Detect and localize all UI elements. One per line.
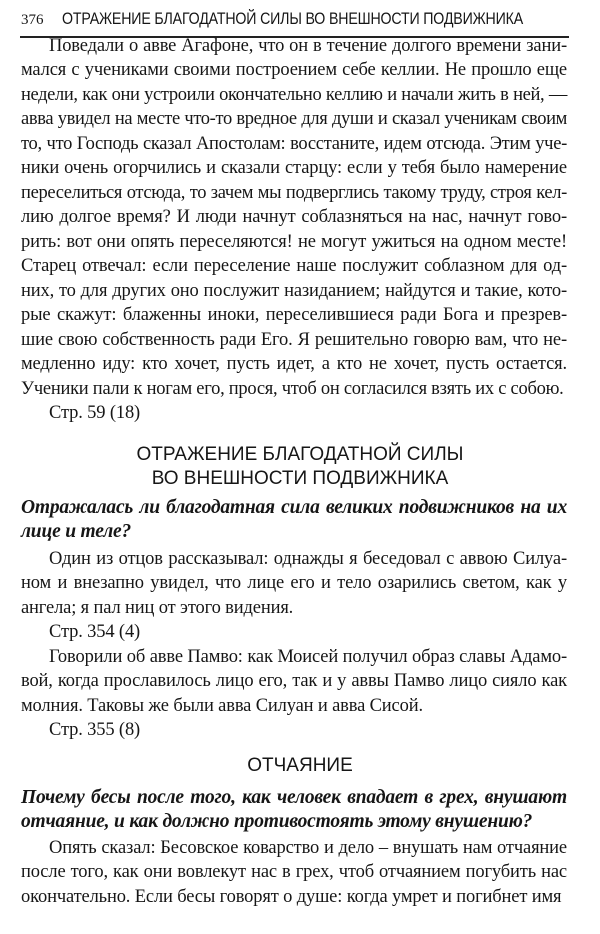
paragraph-line: [21, 305, 567, 328]
paragraph-line: [21, 647, 567, 670]
paragraph-line: [21, 232, 567, 255]
paragraph-line: [21, 549, 567, 572]
paragraph-line: [21, 671, 567, 694]
paragraph-line: [21, 573, 567, 596]
heading-line-text: ОТРАЖЕНИЕ БЛАГОДАТНОЙ СИЛЫ: [136, 443, 464, 465]
paragraph-line-text: молния. Таковы же были авва Силуан и авва Сисой.: [21, 695, 423, 716]
question-line: [21, 787, 567, 810]
paragraph-line: [21, 379, 567, 402]
paragraph-line-text: недели, как они устроили окончательно келлию и начали жить в ней, —: [21, 84, 567, 105]
reference-line-text: Стр. 354 (4): [49, 622, 141, 642]
paragraph-line-text: мался с учениками своими построением себе келлии. Не прошло еще: [21, 60, 567, 80]
paragraph-line: [21, 85, 567, 108]
page-number: 376: [21, 12, 44, 28]
running-title: ОТРАЖЕНИЕ БЛАГОДАТНОЙ СИЛЫ ВО ВНЕШНОСТИ ПОДВИЖНИКА: [62, 10, 524, 28]
paragraph-line: [21, 158, 567, 181]
heading-line: [0, 755, 600, 778]
paragraph-line-text: Опять сказал: Бесовское коварство и дело – внушать нам отчаяние: [49, 837, 567, 858]
paragraph-line-text: Ученики пали к ногам его, прося, чтоб он согласился взять их с собою.: [21, 378, 564, 399]
heading-line: [0, 468, 600, 491]
question-line-text: Отражалась ли благодатная сила великих подвижников на их: [21, 496, 567, 518]
paragraph-line: [21, 36, 567, 59]
paragraph-line-text: то, что Господь сказал Апостолам: восстаните, идем отсюда. Этим уче-: [21, 133, 567, 154]
paragraph-line: [21, 183, 567, 206]
paragraph-line: [21, 838, 567, 861]
paragraph-line: [21, 207, 567, 230]
paragraph-line: [21, 598, 567, 621]
question-line-text: лице и теле?: [21, 521, 132, 542]
paragraph-line-text: Старец отвечал: если переселение наше послужит соблазном для од-: [21, 256, 567, 276]
reference-line-text: Стр. 355 (8): [49, 720, 141, 740]
paragraph-line: [21, 330, 567, 353]
paragraph-line-text: авва увидел на месте что-то вредное для души и сказал ученикам своим: [21, 109, 567, 129]
question-line: [21, 497, 567, 520]
paragraph-line-text: Один из отцов рассказывал: однажды я беседовал с аввою Силуа-: [49, 548, 567, 569]
paragraph-line: [21, 887, 567, 910]
paragraph-line-text: окончательно. Если бесы говорят о душе: когда умрет и погибнет имя: [21, 886, 562, 907]
paragraph-line-text: ники очень огорчились и сказали старцу: если у тебя было намерение: [21, 158, 567, 178]
paragraph-line-text: вой, когда прославилось лицо его, так и у аввы Памво лицо сияло как: [21, 671, 567, 691]
question-line: [21, 811, 567, 834]
paragraph-line-text: рые скажут: блаженны иноки, переселившиеся ради Бога и презрев-: [21, 305, 567, 325]
heading-line-text: ОТЧАЯНИЕ: [247, 754, 353, 776]
paragraph-line: [21, 134, 567, 157]
reference-line: [21, 403, 567, 426]
paragraph-line-text: переселиться отсюда, то зачем мы подверглись такому труду, строя кел-: [21, 182, 567, 203]
reference-line-text: Стр. 59 (18): [49, 403, 141, 423]
question-line-text: отчаяние, и как должно противостоять этому внушению?: [21, 811, 533, 832]
paragraph-line-text: них, то для других оно послужит назиданием; найдутся и такие, кото-: [21, 280, 567, 301]
paragraph-line: [21, 109, 567, 132]
question-line-text: Почему бесы после того, как человек впадает в грех, внушают: [21, 786, 567, 808]
paragraph-line-text: ангела; я пал ниц от этого видения.: [21, 597, 294, 618]
paragraph-line: [21, 256, 567, 279]
heading-line-text: ВО ВНЕШНОСТИ ПОДВИЖНИКА: [151, 468, 449, 489]
paragraph-line-text: после того, как они вовлекут нас в грех, чтоб отчаянием погубить нас: [21, 862, 567, 882]
paragraph-line-text: лию долгое время? И люди начнут соблазняться на нас, начнут гово-: [21, 207, 567, 227]
paragraph-line: [21, 862, 567, 885]
paragraph-line-text: Говорили об авве Памво: как Моисей получил образ славы Адамо-: [49, 646, 567, 667]
paragraph-line-text: рить: вот они опять переселяются! не могут ужиться на одном месте!: [21, 231, 567, 252]
paragraph-line: [21, 281, 567, 304]
paragraph-line-text: медленно иду: кто хочет, пусть идет, а кто не хочет, пусть остается.: [21, 354, 567, 374]
paragraph-line: [21, 354, 567, 377]
paragraph-line: [21, 60, 567, 83]
paragraph-line: [21, 696, 567, 719]
heading-line: [0, 444, 600, 467]
reference-line: [21, 622, 567, 645]
question-line: [21, 521, 567, 544]
paragraph-line-text: ном и внезапно увидел, что лице его и тело озарились светом, как у: [21, 573, 567, 593]
paragraph-line-text: шие свою собственность ради Его. Я решительно говорю вам, что не-: [21, 329, 567, 350]
paragraph-line-text: Поведали о авве Агафоне, что он в течение долгого времени зани-: [49, 35, 567, 56]
reference-line: [21, 720, 567, 743]
